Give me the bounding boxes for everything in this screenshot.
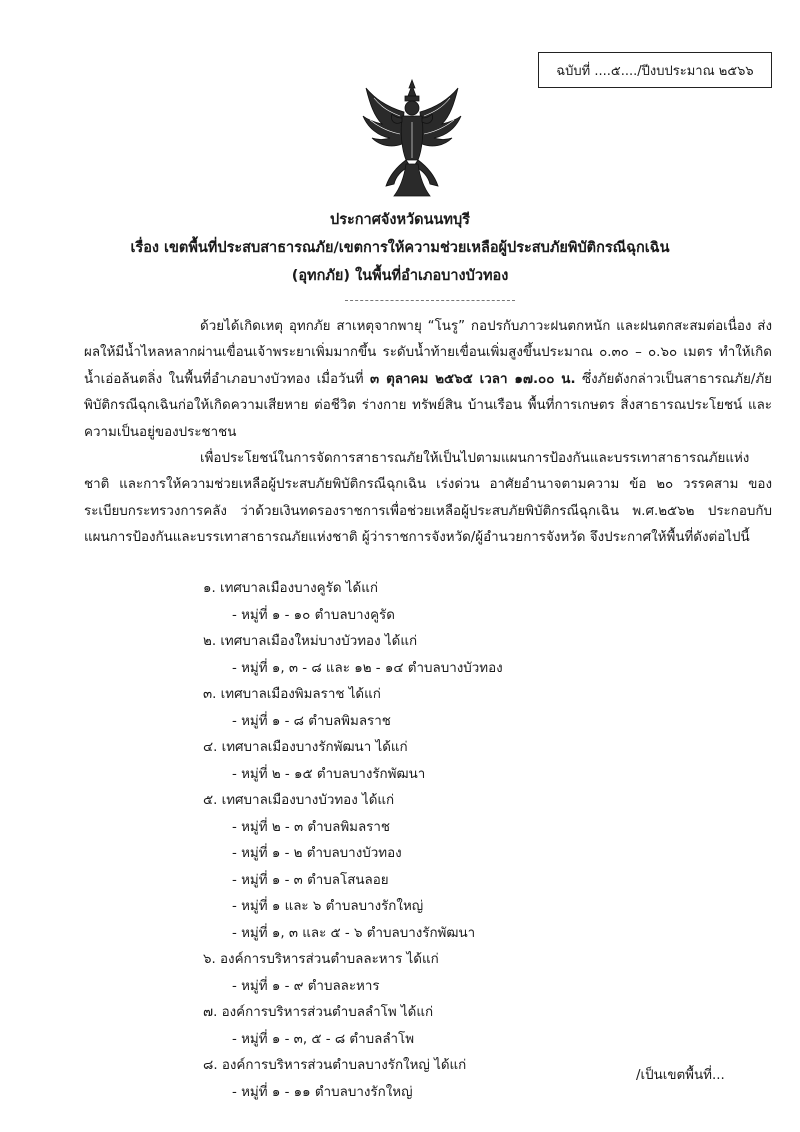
paragraph-1-text-a: ด้วยได้เกิดเหตุ อุทกภัย สาเหตุจากพายุ “โนรู” กอปรกับภาวะฝนตกหนัก และฝนตกสะสมต่อเนื่อง ส่งผลให้มีน้ำไหลหลากผ่านเขื่อนเจ้าพระยาเพิ่มมากขึ้น ระดับน้ำท้ายเขื่อนเพิ่มสูงขึ้นประมาณ ๐.๓๐ – ๐.๖๐ เมตร ทำให้เกิดน้ำเอ่อล้นตลิ่ง ในพื้นที่อำเภอบางบัวทอง เมื่อวันที่ [84, 319, 772, 387]
title-line-1: ประกาศจังหวัดนนทบุรี [330, 212, 470, 228]
paragraph-incident [84, 314, 772, 446]
garuda-emblem-icon [360, 78, 464, 198]
title-line-2: เรื่อง เขตพื้นที่ประสบสาธารณภัย/เขตการให้ความช่วยเหลือผู้ประสบภัยพิบัติกรณีฉุกเฉิน [130, 240, 670, 256]
area-sub: - หมู่ที่ ๑ - ๓, ๕ - ๘ ตำบลลำโพ [232, 1031, 415, 1047]
area-org: ๓. เทศบาลเมืองพิมลราช ได้แก่ [203, 687, 381, 702]
area-org: ๒. เทศบาลเมืองใหม่บางบัวทอง ได้แก่ [203, 634, 418, 649]
area-org: ๗. องค์การบริหารส่วนตำบลลำโพ ได้แก่ [203, 1005, 434, 1020]
announcement-title [0, 206, 800, 290]
area-org: ๘. องค์การบริหารส่วนตำบลบางรักใหญ่ ได้แก่ [203, 1058, 467, 1073]
title-divider [345, 300, 515, 301]
area-sub: - หมู่ที่ ๑ - ๑๑ ตำบลบางรักใหญ่ [232, 1084, 413, 1100]
copy-number-box [538, 52, 772, 88]
area-sub: - หมู่ที่ ๑ - ๒ ตำบลบางบัวทอง [232, 846, 402, 861]
area-sub: - หมู่ที่ ๑ - ๘ ตำบลพิมลราช [232, 713, 391, 729]
paragraph-2-text: เพื่อประโยชน์ในการจัดการสาธารณภัยให้เป็นไปตามแผนการป้องกันและบรรเทาสาธารณภัยแห่งชาติ และการให้ความช่วยเหลือผู้ประสบภัยพิบัติกรณีฉุกเฉิน เร่งด่วน อาศัยอำนาจตามความ ข้อ ๒๐ วรรคสาม ของระเบียบกระทรวงการคลัง ว่าด้วยเงินทดรองราชการเพื่อช่วยเหลือผู้ประสบภัยพิบัติกรณีฉุกเฉิน พ.ศ.๒๕๖๒ ประกอบกับแผนการป้องกันและบรรเทาสาธารณภัยแห่งชาติ ผู้ว่าราชการจังหวัด/ผู้อำนวยการจังหวัด จึงประกาศให้พื้นที่ดังต่อไปนี้ [84, 451, 772, 546]
area-sub: - หมู่ที่ ๒ - ๓ ตำบลพิมลราช [232, 819, 390, 835]
area-org: ๖. องค์การบริหารส่วนตำบลละหาร ได้แก่ [203, 952, 439, 967]
copy-number: ฉบับที่ ....๕..../ปีงบประมาณ ๒๕๖๖ [556, 63, 754, 79]
paragraph-1-text-b: ซึ่งภัยดังกล่าวเป็นสาธารณภัย/ภัยพิบัติกรณีฉุกเฉินก่อให้เกิดความเสียหาย ต่อชีวิต ร่างกาย ทรัพย์สิน บ้านเรือน พื้นที่การเกษตร สิ่งสาธารณประโยชน์ และความเป็นอยู่ของประชาชน [84, 371, 773, 440]
area-sub: - หมู่ที่ ๒ - ๑๕ ตำบลบางรักพัฒนา [232, 766, 426, 782]
continuation-note: /เป็นเขตพื้นที่... [636, 1068, 725, 1083]
paragraph-authority [84, 446, 772, 552]
title-line-3: (อุทกภัย) ในพื้นที่อำเภอบางบัวทอง [291, 268, 509, 284]
area-org: ๑. เทศบาลเมืองบางคูรัด ได้แก่ [203, 581, 378, 596]
area-sub: - หมู่ที่ ๑, ๓ - ๘ และ ๑๒ - ๑๔ ตำบลบางบัวทอง [232, 660, 503, 676]
area-sub: - หมู่ที่ ๑, ๓ และ ๕ - ๖ ตำบลบางรักพัฒนา [232, 925, 476, 941]
area-sub: - หมู่ที่ ๑ และ ๖ ตำบลบางรักใหญ่ [232, 899, 424, 914]
incident-date: ๓ ตุลาคม ๒๕๖๕ เวลา ๑๗.๐๐ น. [370, 371, 576, 387]
area-sub: - หมู่ที่ ๑ - ๓ ตำบลโสนลอย [232, 872, 389, 888]
area-org: ๕. เทศบาลเมืองบางบัวทอง ได้แก่ [203, 793, 395, 808]
area-sub: - หมู่ที่ ๑ - ๙ ตำบลละหาร [232, 978, 380, 994]
area-sub: - หมู่ที่ ๑ - ๑๐ ตำบลบางคูรัด [232, 607, 395, 623]
area-org: ๔. เทศบาลเมืองบางรักพัฒนา ได้แก่ [203, 740, 408, 755]
area-list [0, 576, 800, 1106]
